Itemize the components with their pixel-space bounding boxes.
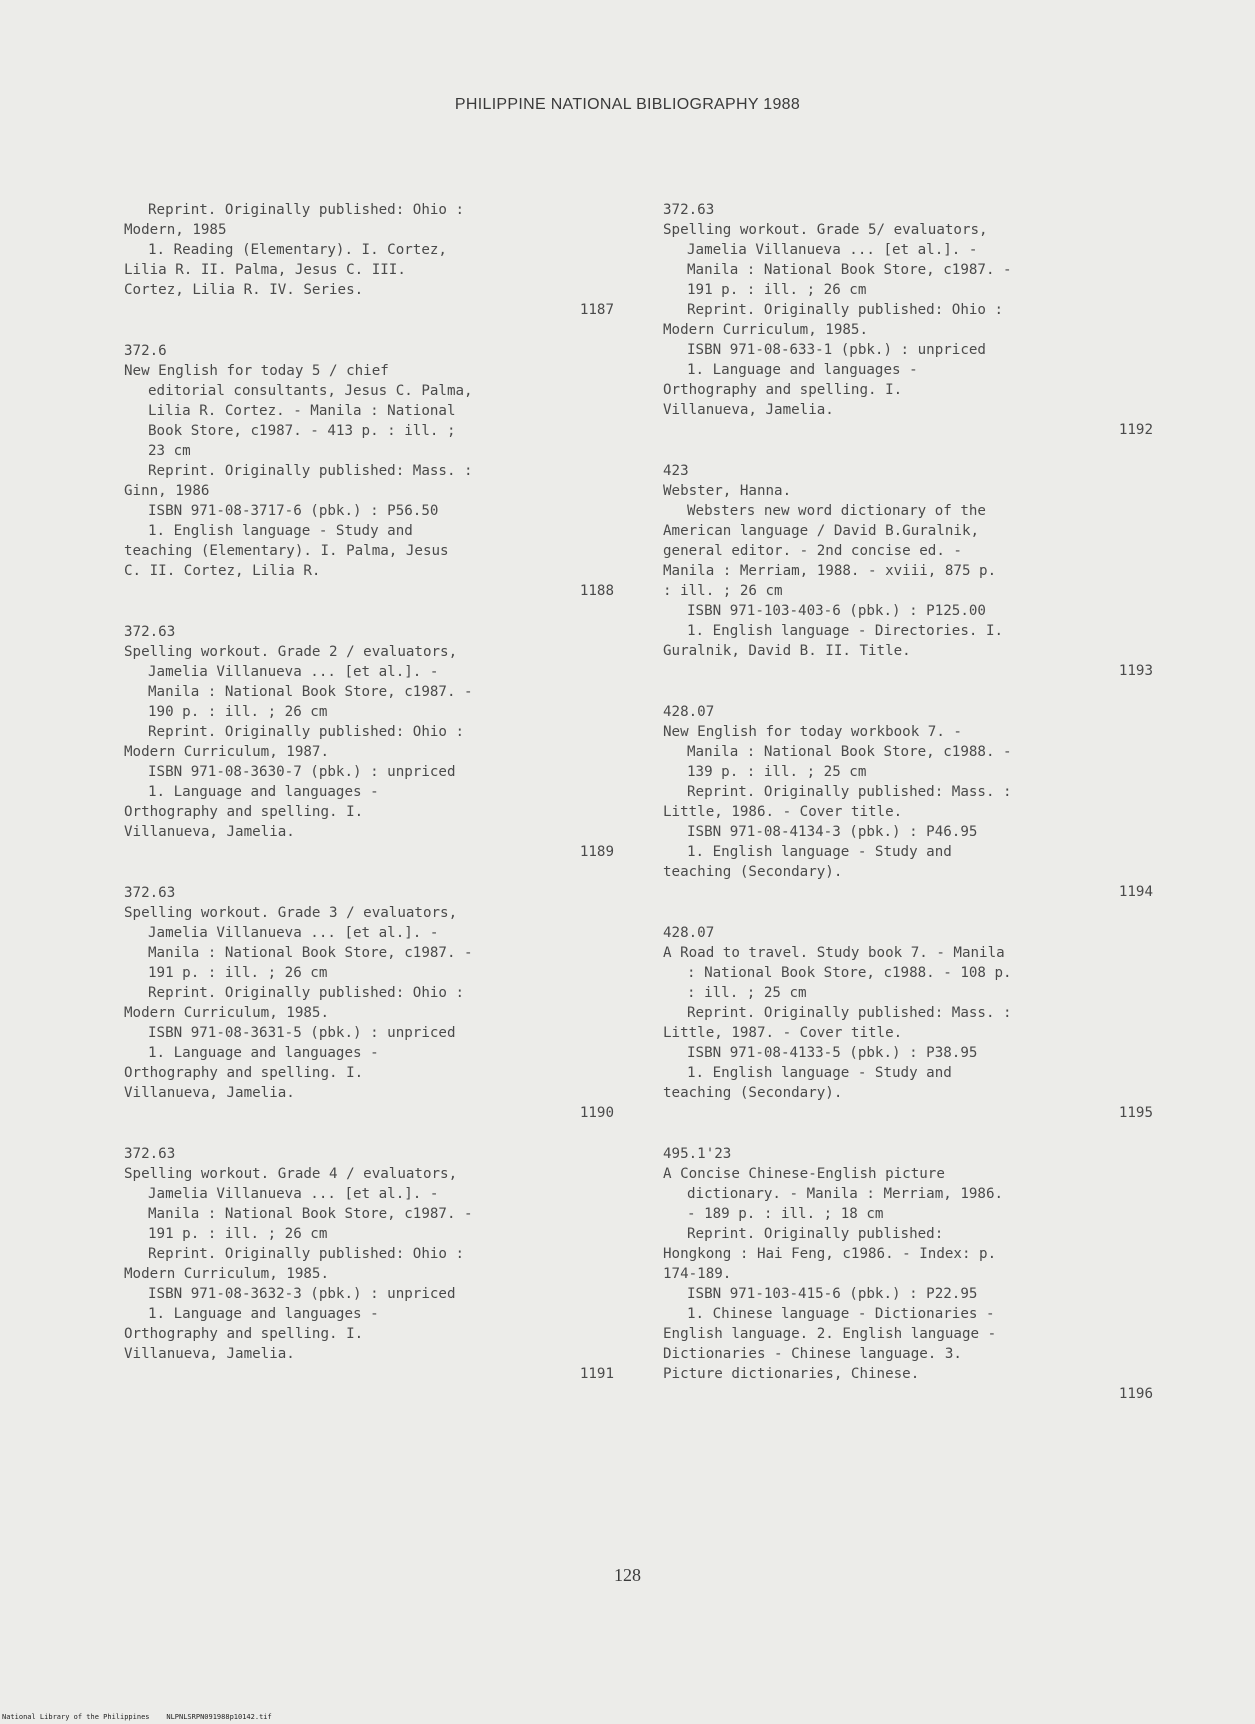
entry-line: Book Store, c1987. - 413 p. : ill. ; xyxy=(148,423,456,439)
bibliography-entry xyxy=(663,1144,1153,1404)
entry-line: Lilia R. II. Palma, Jesus C. III. xyxy=(124,262,406,278)
entry-line: 1. Language and languages - xyxy=(148,1306,379,1322)
entry-line: Spelling workout. Grade 3 / evaluators, xyxy=(124,905,458,921)
entry-line: 191 p. : ill. ; 26 cm xyxy=(148,1226,328,1242)
entry-line: 191 p. : ill. ; 26 cm xyxy=(687,282,867,298)
entry-line: : ill. ; 26 cm xyxy=(663,583,783,599)
entry-line: Manila : Merriam, 1988. - xviii, 875 p. xyxy=(663,563,997,579)
entry-line: Picture dictionaries, Chinese. xyxy=(663,1366,920,1382)
entry-line: Reprint. Originally published: Ohio : xyxy=(148,985,465,1001)
entry-line: Reprint. Originally published: Mass. : xyxy=(148,463,473,479)
entry-line: Jamelia Villanueva ... [et al.]. - xyxy=(148,1186,439,1202)
entry-line: 1. Language and languages - xyxy=(148,784,379,800)
entry-line: C. II. Cortez, Lilia R. xyxy=(124,563,321,579)
entry-line: Jamelia Villanueva ... [et al.]. - xyxy=(148,664,439,680)
entry-line: 139 p. : ill. ; 25 cm xyxy=(687,764,867,780)
entry-line: Spelling workout. Grade 2 / evaluators, xyxy=(124,644,458,660)
entry-line: Modern Curriculum, 1985. xyxy=(663,322,868,338)
entry-line: ISBN 971-08-3717-6 (pbk.) : P56.50 xyxy=(148,503,439,519)
entry-line: Cortez, Lilia R. IV. Series. xyxy=(124,282,364,298)
bibliography-entry xyxy=(124,341,614,601)
entry-line: ISBN 971-08-4133-5 (pbk.) : P38.95 xyxy=(687,1045,978,1061)
entry-line: 428.07 xyxy=(663,704,715,720)
bibliography-entry xyxy=(663,923,1153,1123)
entry-line: New English for today 5 / chief xyxy=(124,363,389,379)
entry-line: Lilia R. Cortez. - Manila : National xyxy=(148,403,456,419)
entry-line: Reprint. Originally published: Ohio : xyxy=(148,202,465,218)
entry-line: 1. Chinese language - Dictionaries - xyxy=(687,1306,995,1322)
entry-line: - 189 p. : ill. ; 18 cm xyxy=(687,1206,884,1222)
entry-line: teaching (Secondary). xyxy=(663,1085,843,1101)
entry-line: Guralnik, David B. II. Title. xyxy=(663,643,911,659)
entry-number: 1188 xyxy=(579,583,614,599)
entry-line: Ginn, 1986 xyxy=(124,483,210,499)
entry-line: Little, 1987. - Cover title. xyxy=(663,1025,903,1041)
bibliography-entry xyxy=(663,702,1153,902)
entry-line: 1. English language - Study and xyxy=(687,844,952,860)
entry-line: Jamelia Villanueva ... [et al.]. - xyxy=(687,242,978,258)
entry-line: Reprint. Originally published: Mass. : xyxy=(687,1005,1012,1021)
bibliography-entry xyxy=(124,1144,614,1384)
entry-line: Reprint. Originally published: Ohio : xyxy=(687,302,1004,318)
entry-number: 1187 xyxy=(579,302,614,318)
entry-line: New English for today workbook 7. - xyxy=(663,724,962,740)
entry-line: 372.63 xyxy=(124,885,176,901)
entry-line: Manila : National Book Store, c1987. - xyxy=(687,262,1012,278)
entry-line: Manila : National Book Store, c1988. - xyxy=(687,744,1012,760)
entry-line: A Road to travel. Study book 7. - Manila xyxy=(663,945,1005,961)
entry-line: Webster, Hanna. xyxy=(663,483,792,499)
entry-line: Orthography and spelling. I. xyxy=(663,382,903,398)
bibliography-entry xyxy=(124,883,614,1123)
entry-line: Hongkong : Hai Feng, c1986. - Index: p. xyxy=(663,1246,997,1262)
entry-line: ISBN 971-103-415-6 (pbk.) : P22.95 xyxy=(687,1286,978,1302)
entry-line: teaching (Elementary). I. Palma, Jesus xyxy=(124,543,449,559)
entry-line: Modern, 1985 xyxy=(124,222,227,238)
entry-number: 1193 xyxy=(1118,663,1153,679)
entry-line: ISBN 971-08-3630-7 (pbk.) : unpriced xyxy=(148,764,456,780)
entry-line: Modern Curriculum, 1985. xyxy=(124,1266,329,1282)
entry-line: dictionary. - Manila : Merriam, 1986. xyxy=(687,1186,1004,1202)
entry-line: A Concise Chinese-English picture xyxy=(663,1166,945,1182)
entry-line: ISBN 971-08-3631-5 (pbk.) : unpriced xyxy=(148,1025,456,1041)
entry-line: Reprint. Originally published: Ohio : xyxy=(148,724,465,740)
entry-line: Modern Curriculum, 1987. xyxy=(124,744,329,760)
entry-line: Villanueva, Jamelia. xyxy=(663,402,834,418)
entry-line: 372.63 xyxy=(124,624,176,640)
entry-line: general editor. - 2nd concise ed. - xyxy=(663,543,962,559)
entry-line: Orthography and spelling. I. xyxy=(124,804,364,820)
scan-caption: National Library of the Philippines NLPNLSRPN091988p10142.tif xyxy=(2,1713,272,1721)
entry-line: : National Book Store, c1988. - 108 p. xyxy=(687,965,1012,981)
entry-line: American language / David B.Guralnik, xyxy=(663,523,980,539)
right-column xyxy=(663,200,1153,1404)
bibliography-entry xyxy=(124,622,614,862)
entry-line: Orthography and spelling. I. xyxy=(124,1065,364,1081)
entry-line: Manila : National Book Store, c1987. - xyxy=(148,1206,473,1222)
entry-line: 174-189. xyxy=(663,1266,732,1282)
entry-line: 190 p. : ill. ; 26 cm xyxy=(148,704,328,720)
entry-line: 372.63 xyxy=(663,202,715,218)
entry-line: 372.63 xyxy=(124,1146,176,1162)
entry-line: English language. 2. English language - xyxy=(663,1326,997,1342)
entry-line: Spelling workout. Grade 4 / evaluators, xyxy=(124,1166,458,1182)
entry-line: ISBN 971-08-633-1 (pbk.) : unpriced xyxy=(687,342,986,358)
entry-line: Villanueva, Jamelia. xyxy=(124,1085,295,1101)
entry-line: ISBN 971-08-3632-3 (pbk.) : unpriced xyxy=(148,1286,456,1302)
page-number: 128 xyxy=(614,1565,641,1585)
entry-line: Reprint. Originally published: Mass. : xyxy=(687,784,1012,800)
entry-line: 1. English language - Study and xyxy=(148,523,413,539)
entry-line: Dictionaries - Chinese language. 3. xyxy=(663,1346,962,1362)
entry-line: Manila : National Book Store, c1987. - xyxy=(148,684,473,700)
entry-line: teaching (Secondary). xyxy=(663,864,843,880)
entry-line: 423 xyxy=(663,463,689,479)
entry-line: Villanueva, Jamelia. xyxy=(124,824,295,840)
entry-number: 1195 xyxy=(1118,1105,1153,1121)
bibliography-entry xyxy=(124,200,614,320)
bibliography-entry xyxy=(663,461,1153,681)
entry-line: 372.6 xyxy=(124,343,167,359)
entry-line: 1. English language - Study and xyxy=(687,1065,952,1081)
entry-line: Orthography and spelling. I. xyxy=(124,1326,364,1342)
entry-line: 428.07 xyxy=(663,925,715,941)
entry-line: 1. Language and languages - xyxy=(687,362,918,378)
entry-number: 1194 xyxy=(1118,884,1153,900)
entry-line: Villanueva, Jamelia. xyxy=(124,1346,295,1362)
page-header: PHILIPPINE NATIONAL BIBLIOGRAPHY 1988 xyxy=(454,96,801,113)
entry-number: 1196 xyxy=(1118,1386,1153,1402)
entry-line: ISBN 971-08-4134-3 (pbk.) : P46.95 xyxy=(687,824,978,840)
bibliography-entry xyxy=(663,200,1153,440)
entry-line: 1. English language - Directories. I. xyxy=(687,623,1004,639)
entry-line: 1. Language and languages - xyxy=(148,1045,379,1061)
entry-line: Jamelia Villanueva ... [et al.]. - xyxy=(148,925,439,941)
entry-line: 1. Reading (Elementary). I. Cortez, xyxy=(148,242,447,258)
entry-line: 191 p. : ill. ; 26 cm xyxy=(148,965,328,981)
entry-number: 1189 xyxy=(579,844,614,860)
entry-line: 23 cm xyxy=(148,443,191,459)
entry-number: 1190 xyxy=(579,1105,614,1121)
entry-line: Reprint. Originally published: Ohio : xyxy=(148,1246,465,1262)
entry-line: Spelling workout. Grade 5/ evaluators, xyxy=(663,222,988,238)
entry-line: editorial consultants, Jesus C. Palma, xyxy=(148,383,473,399)
entry-line: 495.1'23 xyxy=(663,1146,732,1162)
entry-line: Reprint. Originally published: xyxy=(687,1226,944,1242)
entry-line: ISBN 971-103-403-6 (pbk.) : P125.00 xyxy=(687,603,986,619)
entry-line: Little, 1986. - Cover title. xyxy=(663,804,903,820)
entry-line: Manila : National Book Store, c1987. - xyxy=(148,945,473,961)
entry-line: : ill. ; 25 cm xyxy=(687,985,807,1001)
entry-line: Websters new word dictionary of the xyxy=(687,503,986,519)
left-column xyxy=(124,200,614,1384)
entry-number: 1191 xyxy=(579,1366,614,1382)
entry-line: Modern Curriculum, 1985. xyxy=(124,1005,329,1021)
entry-number: 1192 xyxy=(1118,422,1153,438)
